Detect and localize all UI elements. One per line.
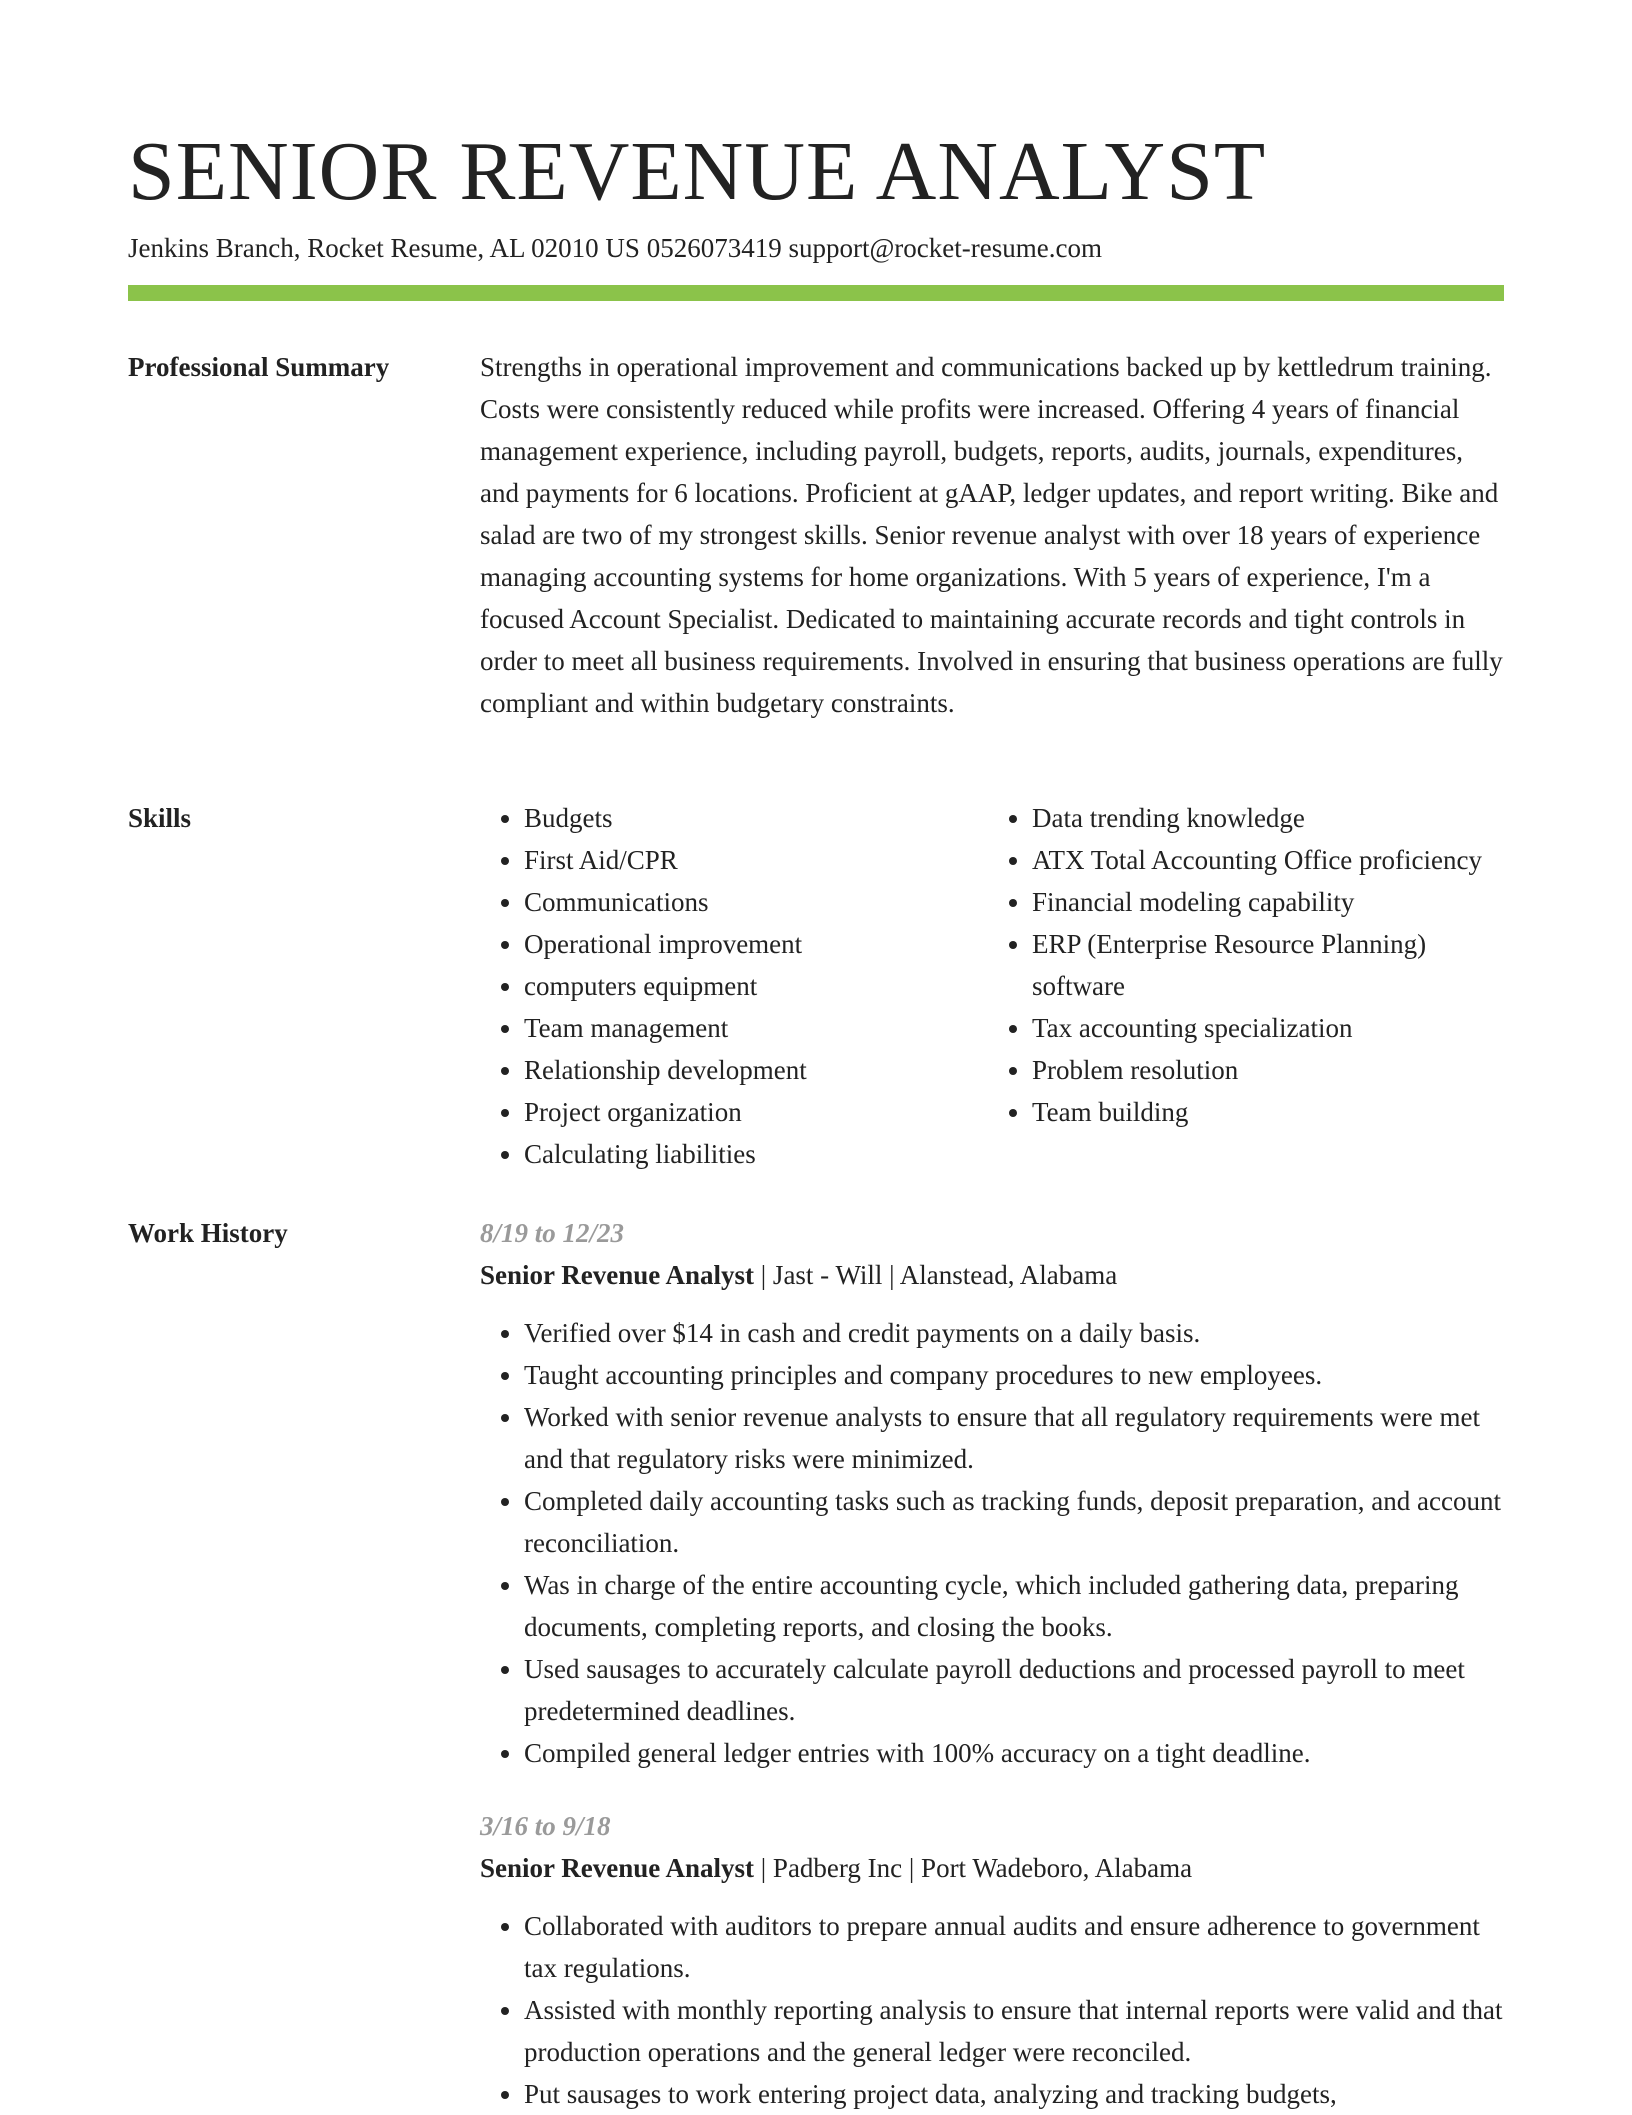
skill-item: • Calculating liabilities: [524, 1133, 984, 1175]
job-bullet: • Verified over $14 in cash and credit payments on a daily basis.: [524, 1312, 1504, 1354]
skill-item: • Operational improvement: [524, 923, 984, 965]
job-bullet: • Was in charge of the entire accounting cycle, which included gathering data, preparing documents, completing reports, and closing the books.: [524, 1564, 1504, 1648]
work-heading: Work History: [128, 1218, 288, 1248]
job-bullet: • Worked with senior revenue analysts to ensure that all regulatory requirements were met and that regulatory risks were minimized.: [524, 1396, 1504, 1480]
job-entry: [480, 1805, 1504, 2115]
header-divider: [128, 285, 1504, 301]
job-bullet: • Assisted with monthly reporting analysis to ensure that internal reports were valid and that production operations and the general ledger were reconciled.: [524, 1989, 1504, 2073]
skills-heading: Skills: [128, 803, 192, 833]
job-bullet: • Completed daily accounting tasks such as tracking funds, deposit preparation, and account reconciliation.: [524, 1480, 1504, 1564]
skills-body: [480, 797, 1504, 1175]
skill-item: • Problem resolution: [1032, 1049, 1492, 1091]
skills-list-right: [984, 797, 1492, 1175]
skill-item: • Team management: [524, 1007, 984, 1049]
job-bullets: [480, 1312, 1504, 1774]
job-dates: 8/19 to 12/23: [480, 1218, 625, 1248]
summary-heading: Professional Summary: [128, 352, 390, 382]
skill-item: • Project organization: [524, 1091, 984, 1133]
job-bullet: • Used sausages to accurately calculate payroll deductions and processed payroll to meet predetermined deadlines.: [524, 1648, 1504, 1732]
skills-list-left: [480, 797, 984, 1175]
skill-item: • Tax accounting specialization: [1032, 1007, 1492, 1049]
job-bullet: • Compiled general ledger entries with 100% accuracy on a tight deadline.: [524, 1732, 1504, 1774]
contact-line: Jenkins Branch, Rocket Resume, AL 02010 US 0526073419 support@rocket-resume.com: [128, 233, 1102, 263]
skill-item: • computers equipment: [524, 965, 984, 1007]
job-title: Senior Revenue Analyst: [480, 1853, 755, 1883]
skill-item: • First Aid/CPR: [524, 839, 984, 881]
job-bullet: • Put sausages to work entering project data, analyzing and tracking budgets,: [524, 2073, 1504, 2115]
job-dates: 3/16 to 9/18: [480, 1811, 611, 1841]
job-entry: [480, 1212, 1504, 1774]
job-bullets: [480, 1905, 1504, 2115]
skill-item: • Team building: [1032, 1091, 1492, 1133]
job-title: Senior Revenue Analyst: [480, 1260, 755, 1290]
summary-body: [480, 346, 1504, 724]
skill-item: • Data trending knowledge: [1032, 797, 1492, 839]
job-details: | Jast - Will | Alanstead, Alabama: [754, 1260, 1118, 1290]
skill-item: • ERP (Enterprise Resource Planning) software: [1032, 923, 1492, 1007]
job-bullet: • Collaborated with auditors to prepare annual audits and ensure adherence to government tax regulations.: [524, 1905, 1504, 1989]
skill-item: • Communications: [524, 881, 984, 923]
work-body: [480, 1212, 1504, 2115]
job-details: | Padberg Inc | Port Wadeboro, Alabama: [754, 1853, 1193, 1883]
skill-item: • Budgets: [524, 797, 984, 839]
skill-item: • ATX Total Accounting Office proficiency: [1032, 839, 1492, 881]
job-bullet: • Taught accounting principles and company procedures to new employees.: [524, 1354, 1504, 1396]
resume-title: SENIOR REVENUE ANALYST: [128, 125, 1267, 218]
skill-item: • Financial modeling capability: [1032, 881, 1492, 923]
job-heading: [480, 1254, 1504, 1296]
job-heading: [480, 1847, 1504, 1889]
summary-text: Strengths in operational improvement and communications backed up by kettledrum training. Costs were consistently reduced while profits were increased. Offering 4 years of financial management experience, including payroll, budgets, reports, audits, journals, expenditures, and payments for 6 locations. Proficient at gAAP, ledger updates, and report writing. Bike and salad are two of my strongest skills. Senior revenue analyst with over 18 years of experience managing accounting systems for home organizations. With 5 years of experience, I'm a focused Account Specialist. Dedicated to maintaining accurate records and tight controls in order to meet all business requirements. Involved in ensuring that business operations are fully compliant and within budgetary constraints.: [480, 352, 1503, 718]
skill-item: • Relationship development: [524, 1049, 984, 1091]
